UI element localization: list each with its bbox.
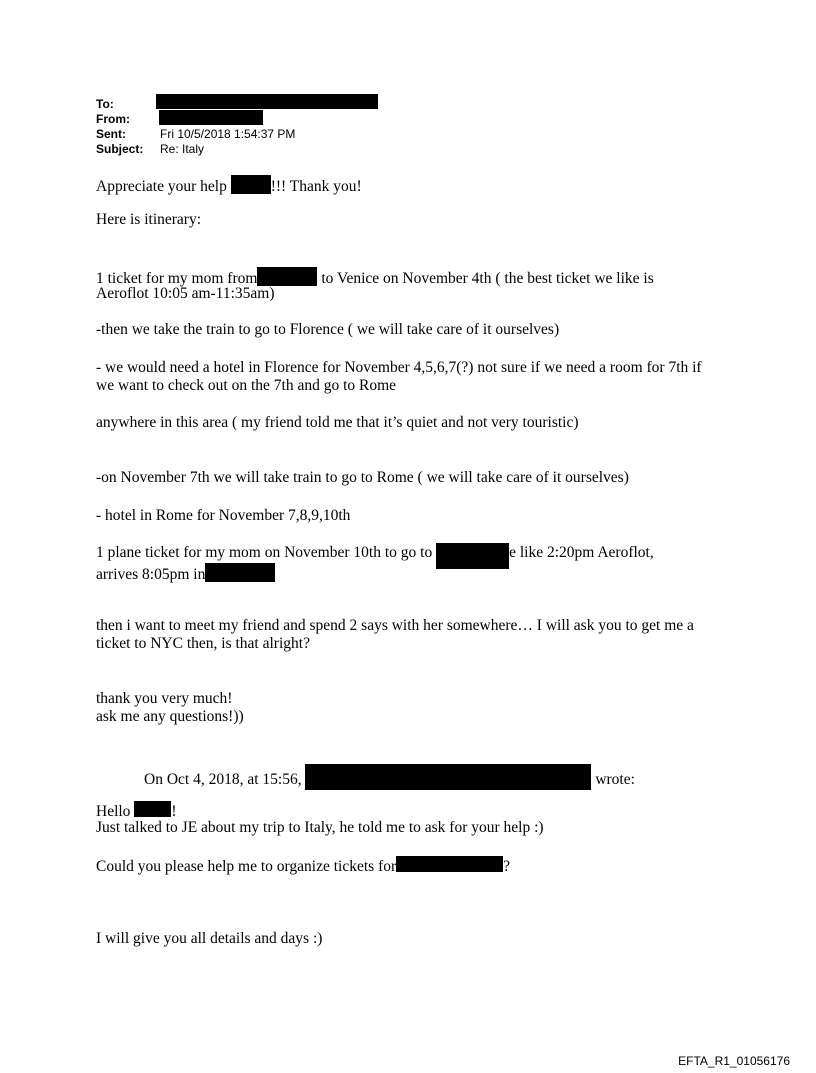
redaction-box (257, 267, 317, 286)
body-text: arrives 8:05pm in (96, 566, 206, 583)
body-text: !!! Thank you! (270, 178, 362, 195)
redaction-box (396, 856, 503, 872)
body-text: Could you please help me to organize tickets for (96, 858, 397, 875)
body-text: 1 plane ticket for my mom on November 10th to go to (96, 544, 437, 561)
quoted-line-2 (96, 856, 736, 876)
body-text: On Oct 4, 2018, at 15:56, (144, 771, 306, 788)
body-text: Hello (96, 803, 135, 820)
body-text: Appreciate your help (96, 178, 231, 195)
body-line-9b (96, 563, 736, 584)
body-line-7: -on November 7th we will take train to go to Rome ( we will take care of it ourselves) (96, 469, 629, 486)
sent-value: Fri 10/5/2018 1:54:37 PM (160, 127, 296, 141)
redaction-box (134, 801, 171, 817)
to-label: To: (96, 97, 114, 111)
body-line-11a: thank you very much! (96, 690, 233, 707)
body-line-10b: ticket to NYC then, is that alright? (96, 635, 310, 652)
redaction-from (159, 110, 263, 125)
body-line-6: anywhere in this area ( my friend told me that it’s quiet and not very touristic) (96, 414, 579, 431)
subject-value: Re: Italy (160, 142, 205, 156)
body-line-2: Here is itinerary: (96, 211, 202, 228)
body-line-4: -then we take the train to go to Florence ( we will take care of it ourselves) (96, 321, 560, 338)
body-line-5b: we want to check out on the 7th and go to Rome (96, 377, 397, 394)
body-line-10a: then i want to meet my friend and spend 2 says with her somewhere… I will ask you to get me a (96, 617, 694, 634)
sent-label: Sent: (96, 127, 126, 141)
body-line-1 (96, 175, 736, 196)
redaction-to (156, 94, 378, 109)
body-text: e like 2:20pm Aeroflot, (509, 544, 654, 561)
quoted-line-1a (96, 801, 736, 821)
body-text: ? (503, 858, 511, 875)
quoted-line-1b: Just talked to JE about my trip to Italy, he told me to ask for your help :) (96, 819, 544, 836)
body-text: to Venice on November 4th ( the best ticket we like is (317, 270, 654, 287)
body-text: wrote: (591, 771, 635, 788)
body-line-11b: ask me any questions!)) (96, 708, 244, 725)
body-line-3b: Aeroflot 10:05 am-11:35am) (96, 285, 275, 302)
body-line-8: - hotel in Rome for November 7,8,9,10th (96, 507, 351, 524)
redaction-box (205, 563, 275, 582)
body-line-5a: - we would need a hotel in Florence for November 4,5,6,7(?) not sure if we need a room for 7th if (96, 359, 702, 376)
redaction-box (231, 175, 271, 194)
redaction-box (305, 764, 591, 790)
document-id: EFTA_R1_01056176 (678, 1054, 790, 1068)
quoted-intro (144, 764, 704, 790)
body-text: 1 ticket for my mom from (96, 270, 258, 287)
from-label: From: (96, 112, 130, 126)
subject-label: Subject: (96, 142, 144, 156)
quoted-line-3: I will give you all details and days :) (96, 930, 323, 947)
body-text: ! (171, 803, 177, 820)
